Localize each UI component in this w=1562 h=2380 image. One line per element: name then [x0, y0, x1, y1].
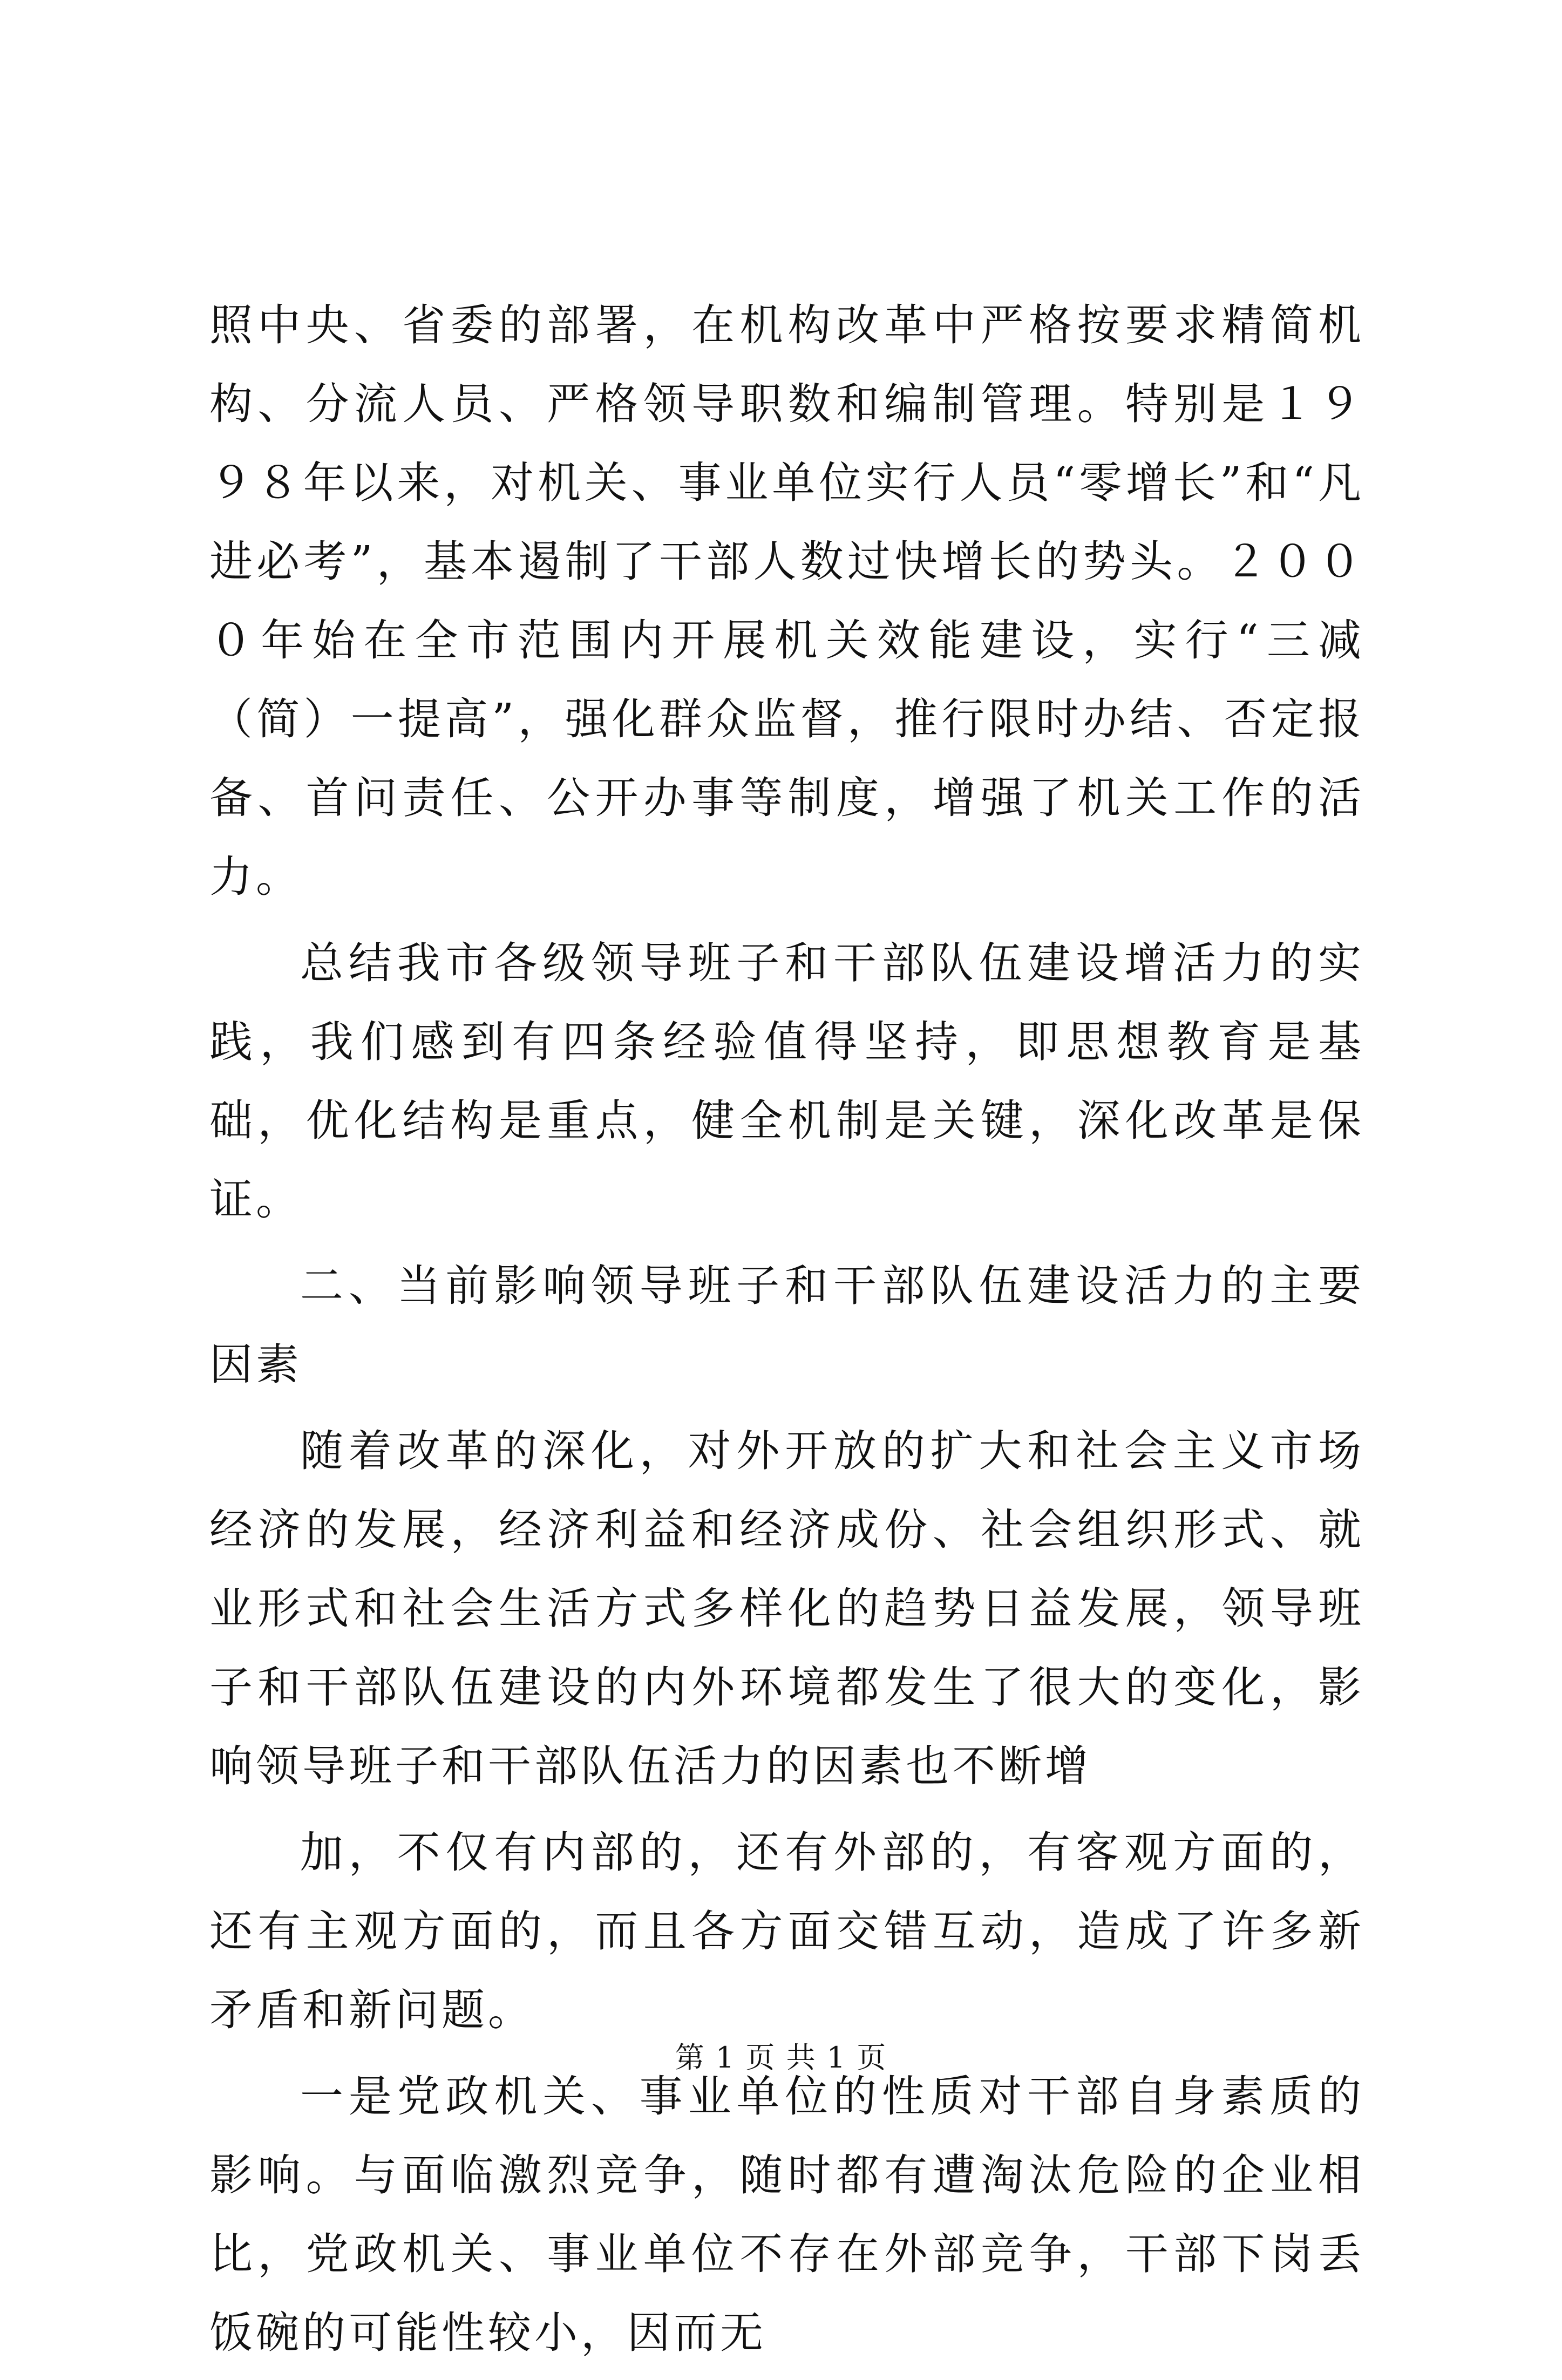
section-heading: 二、当前影响领导班子和干部队伍建设活力的主要因素 [209, 1261, 1364, 1390]
paragraph: 一是党政机关、事业单位的性质对干部自身素质的影响。与面临激烈竞争，随时都有遭淘汰危险的企业相比，党政机关、事业单位不存在外部竞争，干部下岗丢饭碗的可能性较小，因而无 [209, 2071, 1364, 2358]
paragraph: 加，不仅有内部的，还有外部的，有客观方面的，还有主观方面的，而且各方面交错互动，造成了许多新矛盾和新问题。 [209, 1827, 1364, 2035]
page-number-footer: 第 1 页 共 1 页 [675, 2041, 887, 2075]
paragraph: 照中央、省委的部署，在机构改革中严格按要求精简机构、分流人员、严格领导职数和编制管理。特别是１９９８年以来，对机关、事业单位实行人员“零增长”和“凡进必考”，基本遏制了干部人数过快增长的势头。２０００年始在全市范围内开展机关效能建设，实行“三减（简）一提高”，强化群众监督，推行限时办结、否定报备、首问责任、公开办事等制度，增强了机关工作的活力。 [209, 300, 1364, 902]
paragraph: 总结我市各级领导班子和干部队伍建设增活力的实践，我们感到有四条经验值得坚持，即思想教育是基础，优化结构是重点，健全机制是关键，深化改革是保证。 [209, 938, 1364, 1225]
paragraph: 随着改革的深化，对外开放的扩大和社会主义市场经济的发展，经济利益和经济成份、社会组织形式、就业形式和社会生活方式多样化的趋势日益发展，领导班子和干部队伍建设的内外环境都发生了很大的变化，影响领导班子和干部队伍活力的因素也不断增 [209, 1426, 1364, 1791]
